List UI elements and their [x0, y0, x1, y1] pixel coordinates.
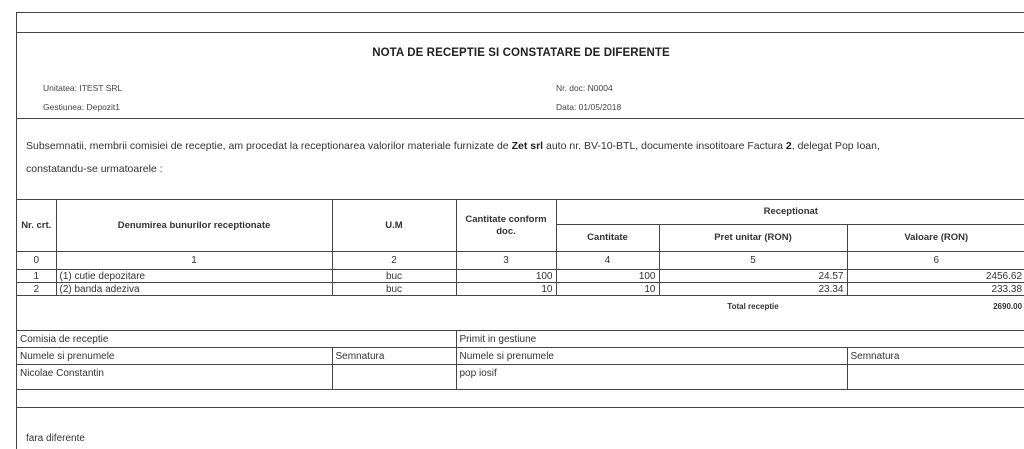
table-row [17, 283, 1024, 296]
intro-text-2: auto nr. BV-10-BTL, documente insotitoare Factura [543, 140, 786, 152]
gestiune-field: Gestiunea: Depozit1 [43, 102, 121, 112]
invoice-number: 2 [785, 140, 792, 152]
index-cell: 6 [847, 252, 1024, 270]
row-cantitate-doc: 10 [456, 283, 556, 296]
primit-semnatura-value [847, 365, 1024, 390]
total-value: 2690.00 [847, 296, 1024, 317]
receipt-document [16, 12, 1024, 449]
doc-date-field: Data: 01/05/2018 [556, 102, 622, 112]
col-header-receptionat: Receptionat [556, 200, 1024, 225]
col-header-cantitate: Cantitate [556, 225, 659, 252]
col-header-pret: Pret unitar (RON) [659, 225, 847, 252]
col-header-nr: Nr. crt. [17, 200, 56, 252]
row-um: buc [332, 283, 456, 296]
document-title: NOTA DE RECEPTIE SI CONSTATARE DE DIFERENTE [372, 47, 670, 59]
index-cell: 2 [332, 252, 456, 270]
row-denumire: (2) banda adeziva [56, 283, 332, 296]
comisia-nume-label: Numele si prenumele [17, 348, 332, 365]
unitate-field: Unitatea: ITEST SRL [43, 83, 123, 93]
col-header-um: U.M [332, 200, 456, 252]
row-nr: 1 [17, 270, 56, 283]
signatures-bottom-rule [17, 407, 1024, 408]
primit-label: Primit in gestiune [456, 331, 1024, 348]
index-cell: 1 [56, 252, 332, 270]
row-nr: 2 [17, 283, 56, 296]
comisia-nume-value: Nicolae Constantin [17, 365, 332, 390]
row-cantitate: 100 [556, 270, 659, 283]
items-table [17, 199, 1024, 317]
row-valoare: 2456.62 [847, 270, 1024, 283]
intro-text-4: constatandu-se urmatoarele : [26, 163, 163, 175]
row-pret: 23.34 [659, 283, 847, 296]
total-row [17, 296, 1024, 317]
primit-semnatura-label: Semnatura [847, 348, 1024, 365]
index-cell: 4 [556, 252, 659, 270]
top-rule [17, 32, 1024, 33]
primit-nume-value: pop iosif [456, 365, 847, 390]
index-cell: 3 [456, 252, 556, 270]
row-cantitate-doc: 100 [456, 270, 556, 283]
comisia-semnatura-value [332, 365, 456, 390]
col-header-cantitate-doc: Cantitate conform doc. [456, 200, 556, 252]
supplier-name: Zet srl [511, 140, 544, 152]
total-label: Total receptie [659, 296, 847, 317]
comisia-label: Comisia de receptie [17, 331, 456, 348]
index-cell: 5 [659, 252, 847, 270]
intro-text-3: , delegat Pop Ioan, [791, 140, 880, 152]
row-valoare: 233.38 [847, 283, 1024, 296]
row-um: buc [332, 270, 456, 283]
doc-number-field: Nr. doc: N0004 [556, 83, 613, 93]
index-cell: 0 [17, 252, 56, 270]
primit-nume-label: Numele si prenumele [456, 348, 847, 365]
table-row [17, 270, 1024, 283]
mentiuni-text: fara diferente [26, 433, 85, 444]
intro-text-1: Subsemnatii, membrii comisiei de receptie, am procedat la receptionarea valorilor materiale furnizate de [26, 140, 512, 152]
row-denumire: (1) cutie depozitare [56, 270, 332, 283]
col-header-denumire: Denumirea bunurilor receptionate [56, 200, 332, 252]
header-rule [17, 118, 1024, 119]
col-header-valoare: Valoare (RON) [847, 225, 1024, 252]
row-cantitate: 10 [556, 283, 659, 296]
intro-paragraph [26, 135, 1006, 181]
row-pret: 24.57 [659, 270, 847, 283]
signatures-table [17, 330, 1024, 390]
comisia-semnatura-label: Semnatura [332, 348, 456, 365]
